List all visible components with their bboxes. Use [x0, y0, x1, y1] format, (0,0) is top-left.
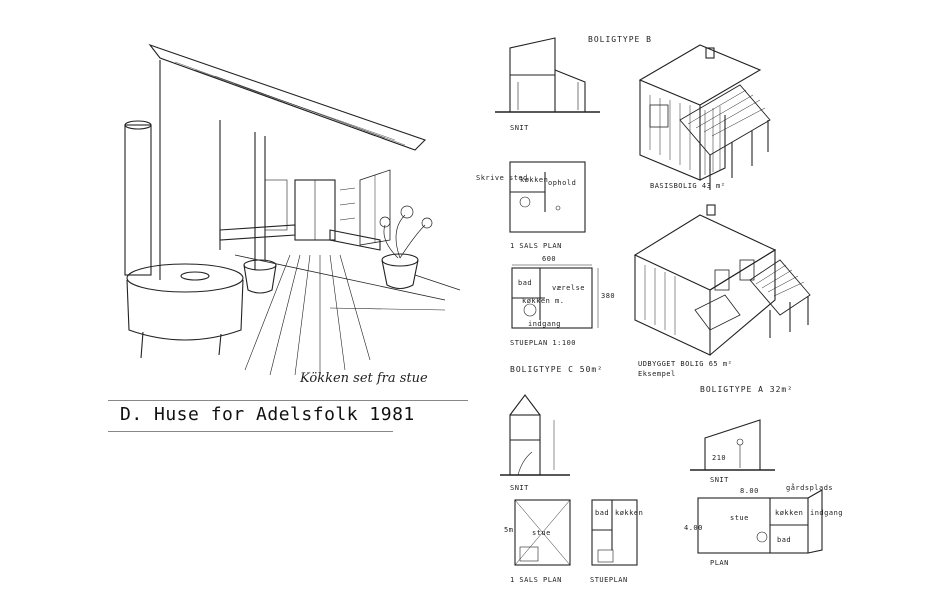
type-a-heading: BOLIGTYPE A 32m²: [700, 385, 794, 394]
type-b-upper-plan: [510, 162, 585, 232]
type-c-upper-plan-label: 1 SALS PLAN: [510, 576, 562, 584]
room-label-ophold: ophold: [548, 179, 577, 187]
type-b-upper-plan-label: 1 SALS PLAN: [510, 242, 562, 250]
room-label-bad-c: bad: [595, 509, 610, 517]
dim-380: 380: [601, 292, 616, 300]
type-b-basic-isometric: [640, 45, 770, 190]
title-rule-top: [108, 400, 468, 401]
type-c-upper-plan: [504, 500, 570, 565]
type-b-extended-label: UDBYGGET BOLIG 65 m²: [638, 360, 733, 368]
dim-5m: 5m: [504, 526, 514, 534]
title-rule-bottom: [108, 431, 393, 432]
drawing-title: D. Huse for Adelsfolk 1981: [120, 404, 415, 425]
housing-type-plates: [470, 20, 930, 595]
room-label-gard: gårdsplads: [786, 484, 834, 492]
room-label-indgang-a: indgang: [810, 509, 844, 517]
room-label-bad-a: bad: [777, 536, 792, 544]
sketch-caption: Kökken set fra stue: [300, 371, 428, 386]
room-label-varelse: værelse: [552, 284, 586, 292]
type-a-plan: [684, 483, 843, 553]
type-a-plan-label: PLAN: [710, 559, 729, 567]
room-label-kokken-a: køkken: [775, 509, 804, 517]
room-label-bad: bad: [518, 279, 533, 287]
type-c-section: [500, 395, 570, 475]
type-c-heading: BOLIGTYPE C 50m²: [510, 365, 604, 374]
type-b-basic-label: BASISBOLIG 43 m²: [650, 182, 726, 190]
room-label-stue-c: stue: [532, 529, 551, 537]
dim-210: 210: [712, 454, 727, 462]
room-label-kitchen-m: køkken m.: [522, 297, 565, 305]
type-a-section-label: SNIT: [710, 476, 729, 484]
type-c-ground-plan: [592, 500, 643, 565]
type-a-section: [690, 420, 775, 470]
dim-4: 4.00: [684, 524, 703, 532]
type-b-extended-sub: Eksempel: [638, 370, 676, 378]
type-b-section-label: SNIT: [510, 124, 529, 132]
type-c-ground-plan-label: STUEPLAN: [590, 576, 628, 584]
type-c-section-label: SNIT: [510, 484, 529, 492]
kitchen-interior-sketch: [115, 40, 465, 390]
room-label-kokken: køkken: [520, 176, 549, 184]
type-b-ground-plan: [512, 255, 615, 328]
type-b-section: [495, 38, 600, 112]
room-label-stue-a: stue: [730, 514, 749, 522]
room-label-indgang: indgang: [528, 320, 562, 328]
dim-600: 600: [542, 255, 557, 263]
type-b-sleep-note: Skrive sted: [476, 174, 528, 182]
room-label-kokken-c: køkken: [615, 509, 644, 517]
type-b-heading: BOLIGTYPE B: [588, 35, 652, 44]
dim-8: 8.00: [740, 487, 759, 495]
type-b-ground-plan-label: STUEPLAN 1:100: [510, 339, 577, 347]
title-strip: [108, 400, 468, 432]
type-b-extended-isometric: [635, 205, 810, 355]
